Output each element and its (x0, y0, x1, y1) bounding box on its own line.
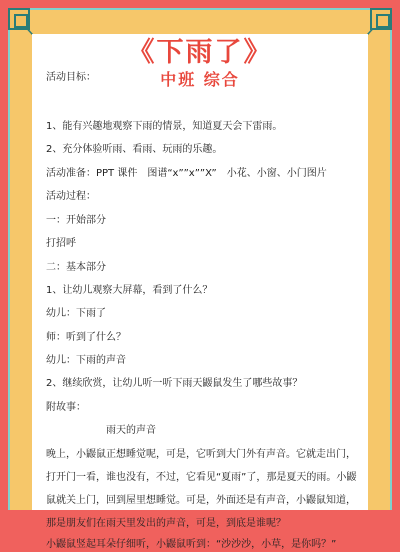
text-line: 那是朋友们在雨天里发出的声音，可是，到底是谁呢？ (46, 518, 286, 529)
document-page (32, 34, 368, 550)
text-line: 二：基本部分 (46, 262, 106, 273)
text-line: 附故事： (46, 402, 86, 413)
text-line: 鼠就关上门，回到屋里想睡觉。可是，外面还是有声音，小鼹鼠知道， (46, 495, 356, 506)
text-line: 幼儿：下雨了 (46, 308, 106, 319)
corner-ornament-top-left (8, 8, 30, 30)
text-line: 2、继续欣赏，让幼儿听一听下雨天鼹鼠发生了哪些故事？ (46, 378, 303, 389)
text-line: 打招呼 (46, 238, 76, 249)
text-line: 一：开始部分 (46, 215, 106, 226)
text-line: 晚上，小鼹鼠正想睡觉呢，可是，它听到大门外有声音。它就走出门， (46, 449, 356, 460)
text-line: 幼儿：下雨的声音 (46, 355, 126, 366)
page-subtitle: 中班 综合 (160, 70, 240, 89)
page-title: 《下雨了》 (127, 37, 273, 68)
text-line: 师：听到了什么？ (46, 332, 126, 343)
text-line: 活动目标： (46, 72, 96, 83)
text-line: 打开门一看，谁也没有，不过，它看见“夏雨”了，那是夏天的雨。小鼹 (46, 472, 357, 483)
corner-ornament-top-right (370, 8, 392, 30)
text-line: 小鼹鼠竖起耳朵仔细听，小鼹鼠听到：“沙沙沙，小草，是你吗？” (46, 539, 337, 550)
text-line: 活动过程： (46, 191, 96, 202)
text-line: 1、能有兴趣地观察下雨的情景，知道夏天会下雷雨。 (46, 121, 283, 132)
text-line: 1、让幼儿观察大屏幕，看到了什么？ (46, 285, 213, 296)
text-line: 活动准备：PPT 课件 图谱“x””x””X” 小花、小窗、小门图片 (46, 168, 327, 179)
text-line: 2、充分体验听雨、看雨、玩雨的乐趣。 (46, 144, 223, 155)
story-title: 雨天的声音 (106, 425, 156, 436)
